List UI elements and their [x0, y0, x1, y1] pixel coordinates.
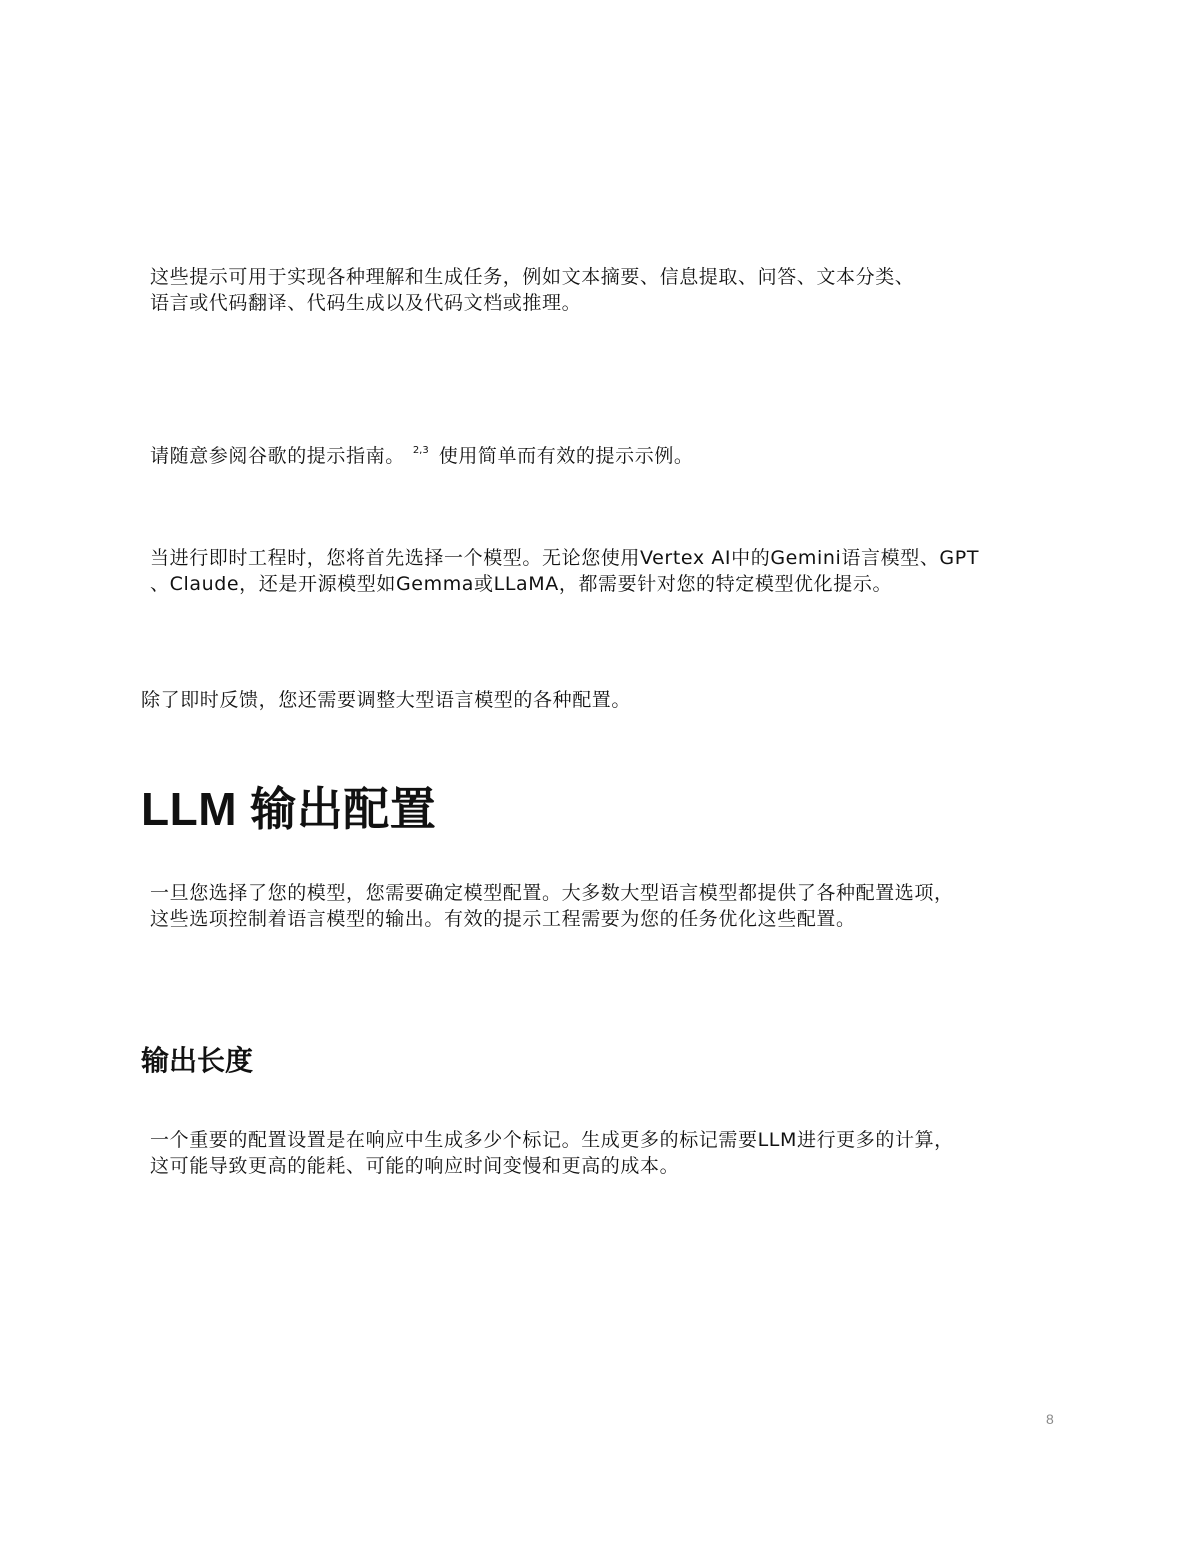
- paragraph-text: 请随意参阅谷歌的提示指南。: [150, 445, 405, 467]
- subsection-title: 输出长度: [141, 1044, 254, 1077]
- paragraph-line: 这些提示可用于实现各种理解和生成任务，例如文本摘要、信息提取、问答、文本分类、: [150, 266, 915, 288]
- paragraph-line: 这些选项控制着语言模型的输出。有效的提示工程需要为您的任务优化这些配置。: [150, 908, 856, 930]
- paragraph-model-config: [150, 880, 954, 932]
- paragraph-line: 除了即时反馈，您还需要调整大型语言模型的各种配置。: [141, 689, 632, 711]
- page-number: 8: [1046, 1411, 1054, 1427]
- paragraph-line: 一个重要的配置设置是在响应中生成多少个标记。生成更多的标记需要LLM进行更多的计算，: [150, 1129, 954, 1151]
- paragraph-model-selection: [150, 545, 979, 597]
- paragraph-line: 当进行即时工程时，您将首先选择一个模型。无论您使用Vertex AI中的Gemini语言模型、GPT: [150, 547, 980, 569]
- section-title: LLM 输出配置: [141, 783, 437, 835]
- paragraph-line: 、Claude，还是开源模型如Gemma或LLaMA，都需要针对您的特定模型优化提示。: [150, 573, 893, 595]
- paragraph-google-guide: [150, 438, 694, 469]
- paragraph-line: 一旦您选择了您的模型，您需要确定模型配置。大多数大型语言模型都提供了各种配置选项，: [150, 882, 954, 904]
- paragraph-text: 使用简单而有效的提示示例。: [438, 445, 694, 467]
- paragraph-config-intro: [141, 687, 631, 713]
- footnote-reference: 2,3: [412, 445, 429, 456]
- paragraph-output-length: [150, 1127, 954, 1179]
- paragraph-prompt-uses: [150, 264, 914, 316]
- paragraph-line: 语言或代码翻译、代码生成以及代码文档或推理。: [150, 292, 582, 314]
- paragraph-line: 这可能导致更高的能耗、可能的响应时间变慢和更高的成本。: [150, 1155, 680, 1177]
